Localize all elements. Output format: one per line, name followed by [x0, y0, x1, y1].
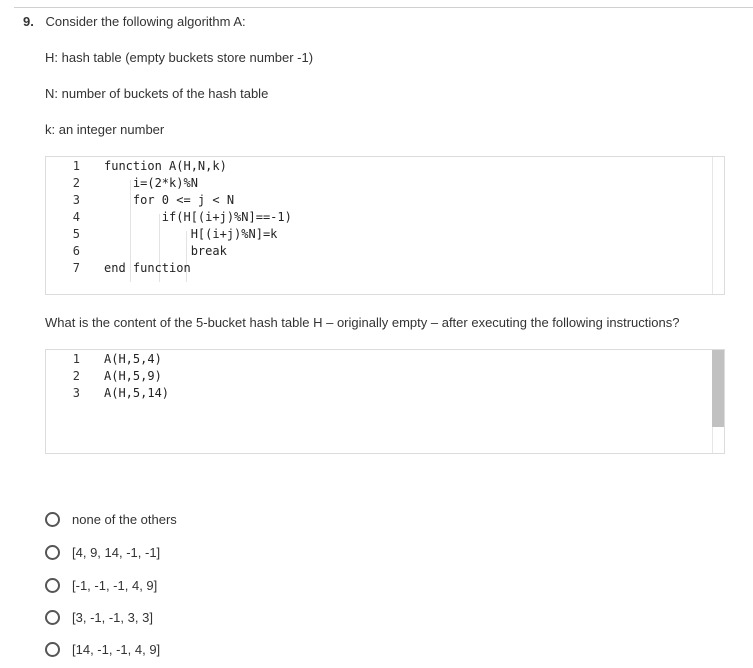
- option-label: [4, 9, 14, -1, -1]: [72, 545, 161, 560]
- question-number: 9.: [23, 14, 34, 29]
- option-label: [14, -1, -1, 4, 9]: [72, 642, 161, 657]
- code-line: [46, 368, 162, 385]
- code-text: break: [104, 244, 227, 258]
- answer-option-2[interactable]: [45, 545, 245, 565]
- question-prompt: Consider the following algorithm A:: [45, 14, 246, 29]
- code-line: [46, 243, 227, 260]
- code-line: [46, 158, 227, 175]
- radio-button[interactable]: [45, 512, 60, 527]
- definition-h: H: hash table (empty buckets store number -1): [45, 50, 314, 65]
- code-line: [46, 226, 277, 243]
- answer-option-4[interactable]: [45, 610, 245, 630]
- line-number: 3: [72, 386, 80, 400]
- radio-button[interactable]: [45, 545, 60, 560]
- radio-button[interactable]: [45, 642, 60, 657]
- code-line: [46, 351, 162, 368]
- definition-k: k: an integer number: [45, 122, 165, 137]
- line-number: 6: [72, 244, 80, 258]
- code-text: H[(i+j)%N]=k: [104, 227, 278, 241]
- instructions-code-block[interactable]: [45, 349, 725, 454]
- line-number: 5: [72, 227, 80, 241]
- code-text: A(H,5,4): [104, 352, 162, 366]
- code-line: [46, 209, 292, 226]
- answer-option-none-of-the-others[interactable]: [45, 512, 245, 532]
- question-header: [23, 14, 246, 30]
- line-number: 1: [72, 159, 80, 173]
- answer-option-3[interactable]: [45, 578, 245, 598]
- radio-button[interactable]: [45, 610, 60, 625]
- code-text: function A(H,N,k): [104, 159, 227, 173]
- question-instruction: What is the content of the 5-bucket hash table H – originally empty – after executing the following instructions?: [45, 315, 680, 330]
- top-divider: [14, 7, 753, 8]
- line-number: 1: [72, 352, 80, 366]
- line-number: 2: [72, 176, 80, 190]
- option-label: [-1, -1, -1, 4, 9]: [72, 578, 158, 593]
- code-text: A(H,5,14): [104, 386, 170, 400]
- code-text: end function: [104, 261, 191, 275]
- line-number: 2: [72, 369, 80, 383]
- option-label: none of the others: [72, 512, 177, 527]
- code-text: if(H[(i+j)%N]==-1): [104, 210, 292, 224]
- line-number: 7: [72, 261, 80, 275]
- code-text: for 0 <= j < N: [104, 193, 235, 207]
- definition-n: N: number of buckets of the hash table: [45, 86, 269, 101]
- radio-button[interactable]: [45, 578, 60, 593]
- code-line: [46, 385, 169, 402]
- line-number: 4: [72, 210, 80, 224]
- algorithm-code-block[interactable]: [45, 156, 725, 295]
- line-number: 3: [72, 193, 80, 207]
- code-scrollbar[interactable]: [712, 350, 724, 453]
- scrollbar-thumb[interactable]: [712, 350, 724, 427]
- code-line: [46, 260, 191, 277]
- code-scrollbar[interactable]: [712, 157, 724, 294]
- code-text: A(H,5,9): [104, 369, 162, 383]
- option-label: [3, -1, -1, 3, 3]: [72, 610, 153, 625]
- code-text: i=(2*k)%N: [104, 176, 198, 190]
- code-line: [46, 175, 198, 192]
- code-line: [46, 192, 234, 209]
- answer-option-5[interactable]: [45, 642, 245, 662]
